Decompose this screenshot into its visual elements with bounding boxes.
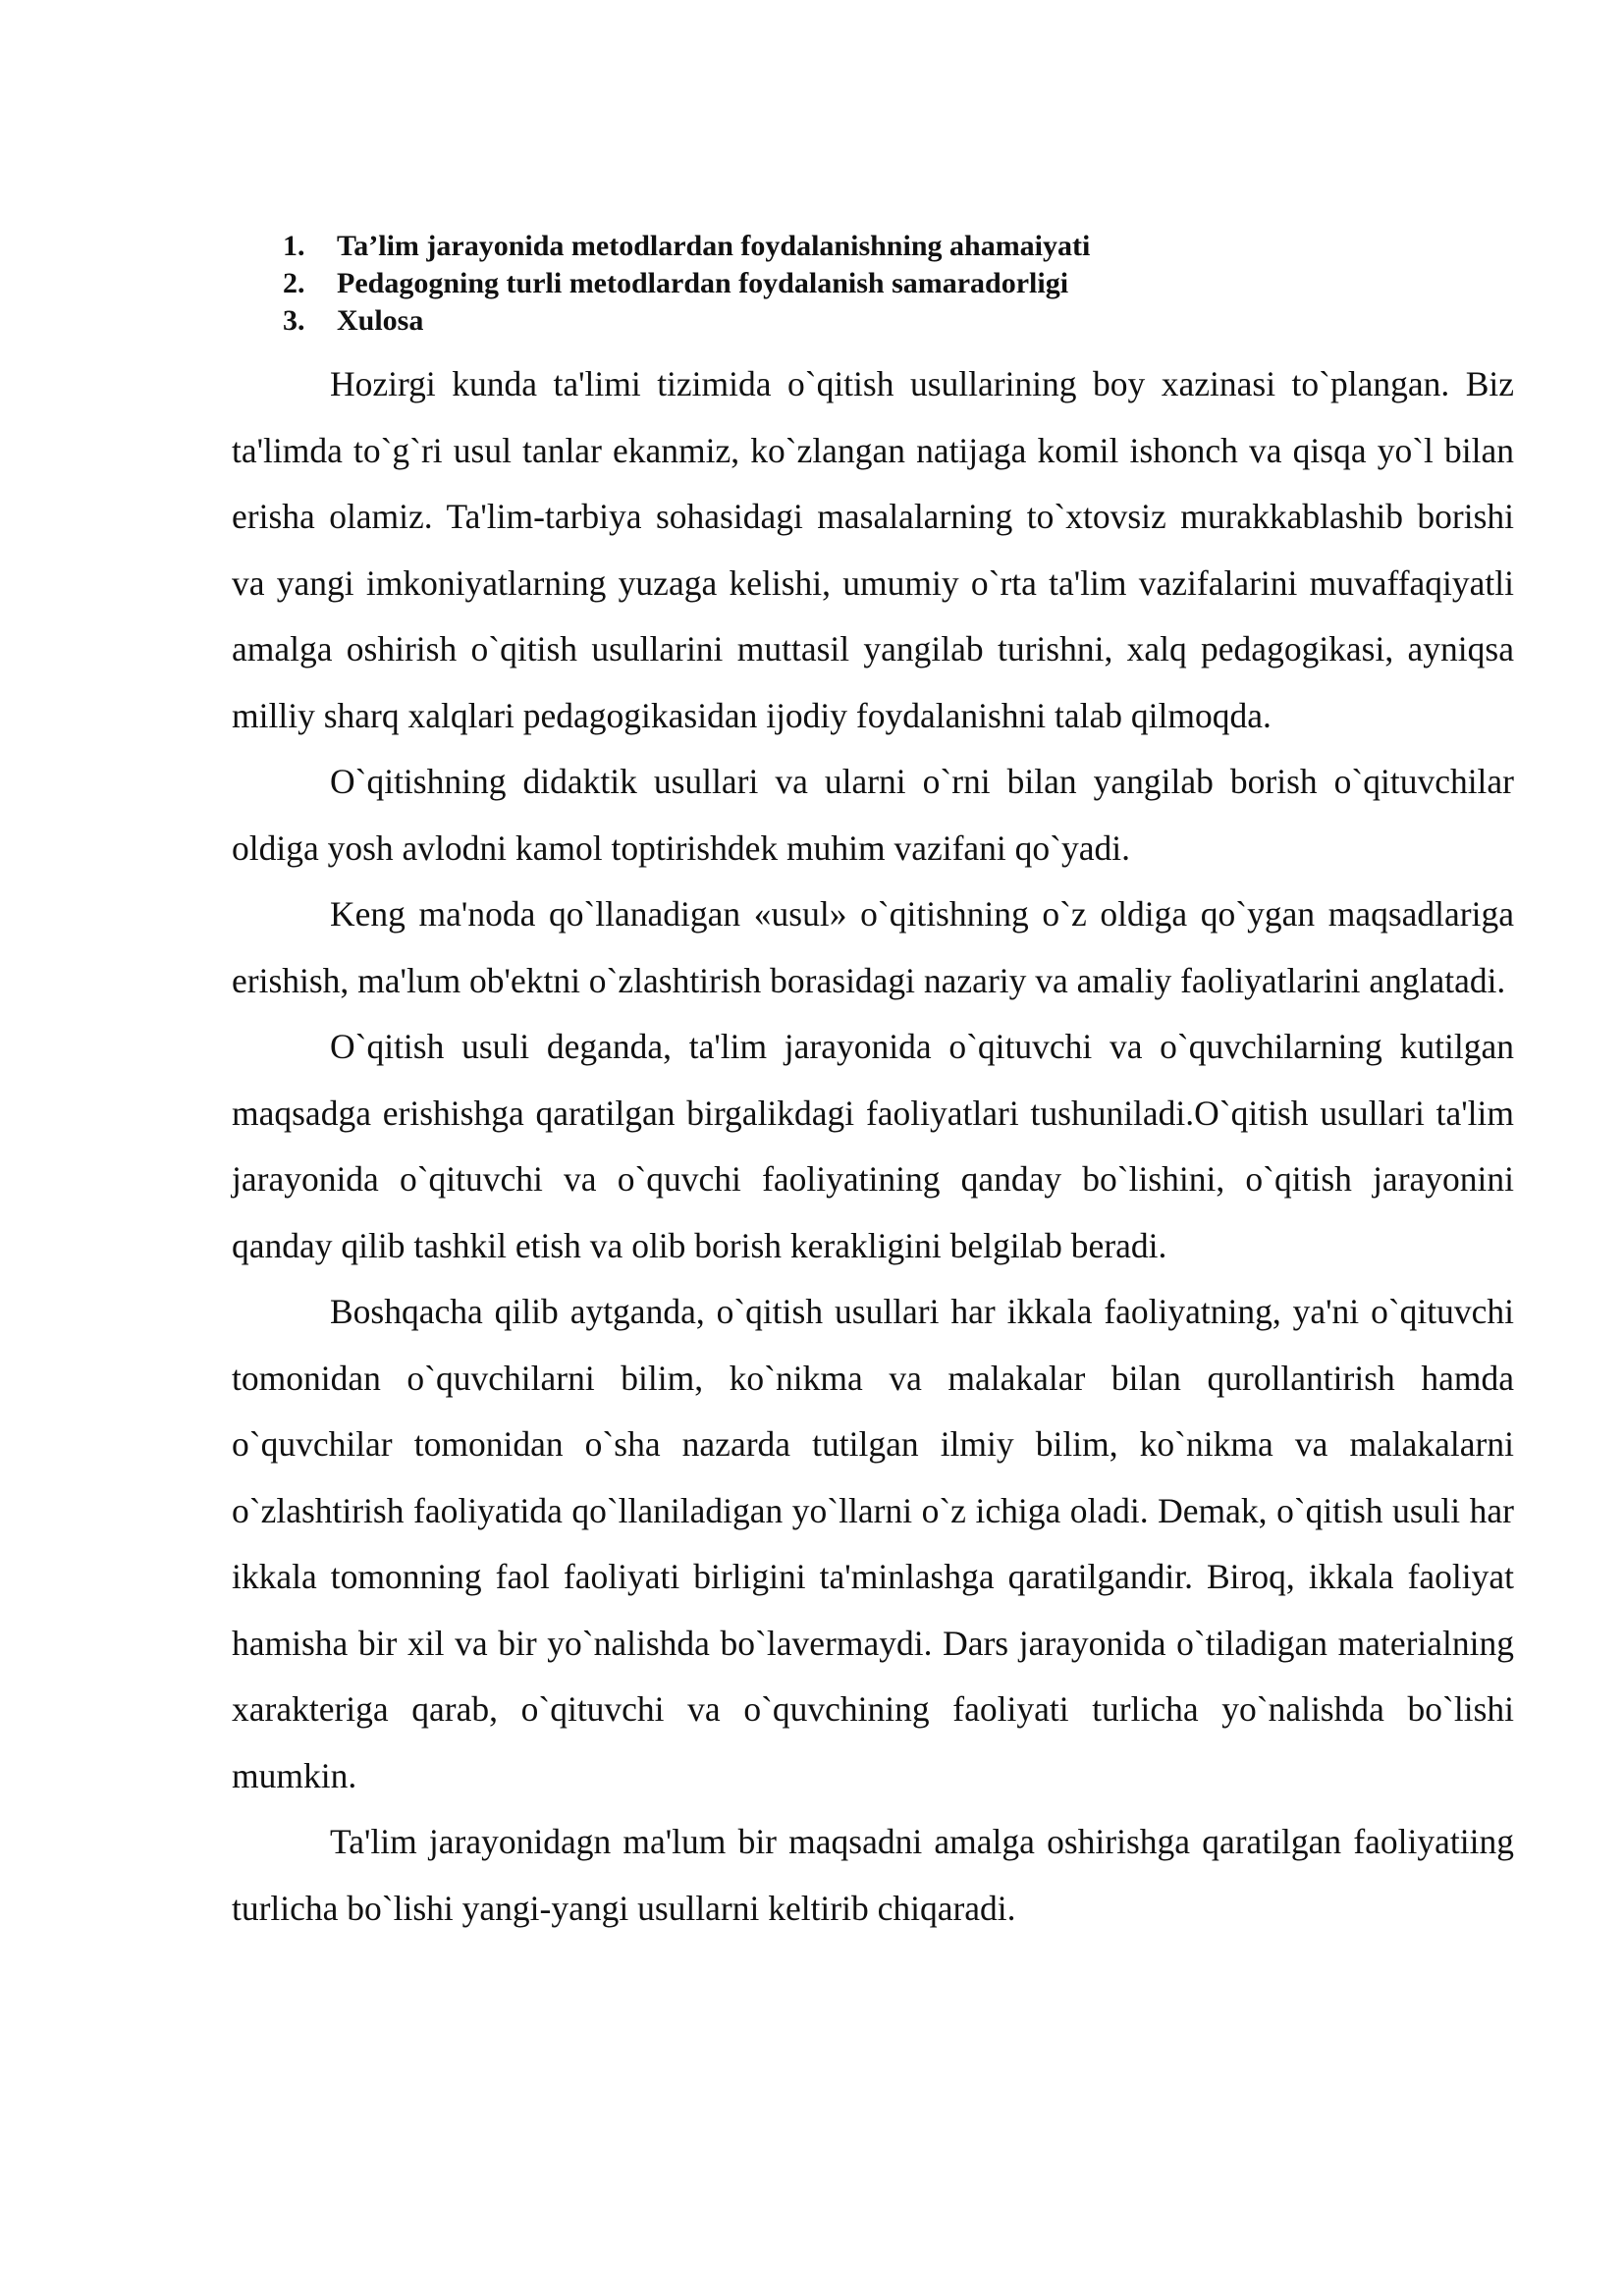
paragraph: Ta'lim jarayonidagn ma'lum bir maqsadni amalga oshirishga qaratilgan faoliyatiing turlicha bo`lishi yangi-yangi usullarni keltirib chiqaradi. [232, 1822, 1514, 1928]
paragraph: O`qitish usuli deganda, ta'lim jarayonida o`qituvchi va o`quvchilarning kutilgan maqsadga erishishga qaratilgan birgalikdagi faoliyatlari tushuniladi.O`qitish usullari ta'lim jarayonida o`qituvchi va o`quvchi faoliyatining qanday bo`lishini, o`qitish jarayonini qanday qilib tashkil etish va olib borish kerakligini belgilab beradi. [232, 1027, 1514, 1265]
contents-item-number: 1. [283, 230, 305, 262]
contents-item [232, 265, 1514, 302]
body-text [232, 351, 1514, 1942]
contents-item-text: Ta’lim jarayonida metodlardan foydalanishning ahamaiyati [337, 230, 1091, 262]
contents-item-number: 3. [283, 304, 305, 337]
contents-item [232, 302, 1514, 340]
paragraph: Hozirgi kunda ta'limi tizimida o`qitish usullarining boy xazinasi to`plangan. Biz ta'limda to`g`ri usul tanlar ekanmiz, ko`zlangan natijaga komil ishonch va qisqa yo`l bilan erisha olamiz. Ta'lim-tarbiya sohasidagi masalalarning to`xtovsiz murakkablashib borishi va yangi imkoniyatlarning yuzaga kelishi, umumiy o`rta ta'lim vazifalarini muvaffaqiyatli amalga oshirish o`qitish usullarini muttasil yangilab turishni, xalq pedagogikasi, ayniqsa milliy sharq xalqlari pedagogikasidan ijodiy foydalanishni talab qilmoqda. [232, 364, 1514, 735]
paragraph: O`qitishning didaktik usullari va ularni o`rni bilan yangilab borish o`qituvchilar oldiga yosh avlodni kamol toptirishdek muhim vazifani qo`yadi. [232, 762, 1514, 868]
paragraph: Keng ma'noda qo`llanadigan «usul» o`qitishning o`z oldiga qo`ygan maqsadlariga erishish, ma'lum ob'ektni o`zlashtirish borasidagi nazariy va amaliy faoliyatlarini anglatadi. [232, 894, 1514, 1000]
contents-item-text: Pedagogning turli metodlardan foydalanish samaradorligi [337, 267, 1069, 299]
contents-item [232, 228, 1514, 265]
paragraph: Boshqacha qilib aytganda, o`qitish usullari har ikkala faoliyatning, ya'ni o`qituvchi tomonidan o`quvchilarni bilim, ko`nikma va malakalar bilan qurollantirish hamda o`quvchilar tomonidan o`sha nazarda tutilgan ilmiy bilim, ko`nikma va malakalarni o`zlashtirish faoliyatida qo`llaniladigan yo`llarni o`z ichiga oladi. Demak, o`qitish usuli har ikkala tomonning faol faoliyati birligini ta'minlashga qaratilgandir. Biroq, ikkala faoliyat hamisha bir xil va bir yo`nalishda bo`lavermaydi. Dars jarayonida o`tiladigan materialning xarakteriga qarab, o`qituvchi va o`quvchining faoliyati turlicha yo`nalishda bo`lishi mumkin. [232, 1292, 1514, 1795]
contents-item-number: 2. [283, 267, 305, 299]
contents-item-text: Xulosa [337, 304, 424, 337]
document-page [232, 228, 1514, 1942]
contents-list [232, 228, 1514, 340]
